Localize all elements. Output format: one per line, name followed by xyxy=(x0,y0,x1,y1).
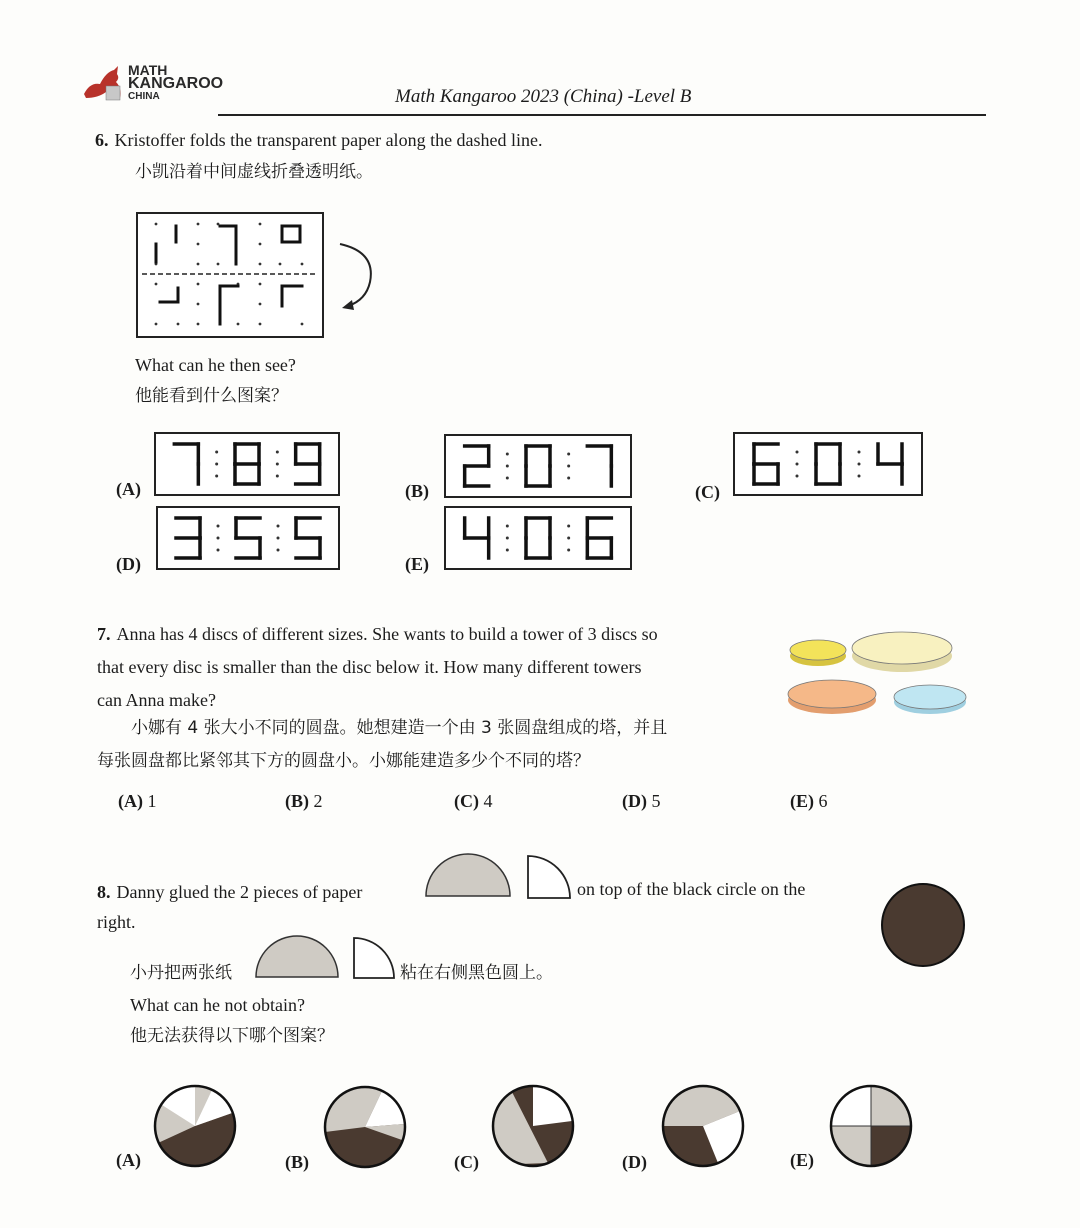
separator-dot xyxy=(506,537,509,540)
separator-dot xyxy=(277,549,280,552)
q8-ask-en: What can he not obtain? xyxy=(130,995,305,1015)
digital-display xyxy=(446,508,630,568)
q8-text-b: on top of the black circle on the xyxy=(577,879,806,899)
separator-dot xyxy=(506,549,509,552)
separator-dot xyxy=(858,451,861,454)
disc-blue-small xyxy=(894,685,966,714)
separator-dot xyxy=(506,453,509,456)
separator-dot xyxy=(276,463,279,466)
q8-cn-a: 小丹把两张纸 xyxy=(130,963,232,983)
separator-dot xyxy=(567,465,570,468)
separator-dot xyxy=(217,537,220,540)
semicircle-piece-small xyxy=(254,934,340,980)
q8-option-a-circle[interactable] xyxy=(152,1083,238,1169)
black-circle xyxy=(880,882,966,968)
q8-option-c-circle[interactable] xyxy=(490,1083,576,1169)
logo-text: MATH KANGAROO CHINA xyxy=(128,62,224,102)
separator-dot xyxy=(276,475,279,478)
quarter-circle-piece xyxy=(526,852,574,900)
kangaroo-icon xyxy=(80,64,126,106)
digital-display xyxy=(158,508,338,568)
q7-text-en: 7. Anna has 4 discs of different sizes. She wants to build a tower of 3 discs so that every disc is smaller than the disc below it. How many different towers can Anna make? xyxy=(97,624,658,710)
separator-dot xyxy=(796,475,799,478)
q8-option-b-circle[interactable] xyxy=(322,1084,408,1170)
q6-text-cn: 小凯沿着中间虚线折叠透明纸。 xyxy=(135,162,373,182)
separator-dot xyxy=(567,537,570,540)
digital-display xyxy=(735,434,921,494)
q8-text-c: right. xyxy=(97,912,136,932)
separator-dot xyxy=(277,537,280,540)
q7-option-e[interactable]: (E) 6 xyxy=(790,791,828,811)
q6-option-d-label[interactable]: (D) xyxy=(116,554,141,574)
separator-dot xyxy=(217,549,220,552)
q8-cn-b: 粘在右侧黑色圆上。 xyxy=(400,963,553,983)
disc-orange-medium xyxy=(788,680,876,714)
discs-figure xyxy=(786,622,972,722)
transparent-paper xyxy=(136,212,324,338)
q8-option-b-label[interactable]: (B) xyxy=(285,1152,309,1172)
paper-figure xyxy=(138,214,322,336)
separator-dot xyxy=(796,463,799,466)
separator-dot xyxy=(567,477,570,480)
q6-option-a-label[interactable]: (A) xyxy=(116,479,141,499)
digital-display xyxy=(446,436,630,496)
q7-option-b[interactable]: (B) 2 xyxy=(285,791,323,811)
fold-arrow-icon xyxy=(336,238,380,320)
q6-option-a-display[interactable] xyxy=(154,432,340,496)
semicircle-piece xyxy=(424,852,512,900)
disc-yellow-small xyxy=(790,640,846,666)
q7-option-d[interactable]: (D) 5 xyxy=(622,791,661,811)
q7-option-a[interactable]: (A) 1 xyxy=(118,791,157,811)
q8-option-e-label[interactable]: (E) xyxy=(790,1150,814,1170)
header-divider xyxy=(218,114,986,116)
separator-dot xyxy=(277,525,280,528)
quarter-circle-piece-small xyxy=(352,934,400,980)
separator-dot xyxy=(215,475,218,478)
q8-text-a: 8. Danny glued the 2 pieces of paper xyxy=(97,882,363,902)
separator-dot xyxy=(215,451,218,454)
disc-cream-large xyxy=(852,632,952,672)
q6-option-e-display[interactable] xyxy=(444,506,632,570)
q8-option-c-label[interactable]: (C) xyxy=(454,1152,479,1172)
separator-dot xyxy=(567,525,570,528)
q6-text-en: 6. Kristoffer folds the transparent paper along the dashed line. xyxy=(95,130,543,150)
separator-dot xyxy=(858,475,861,478)
separator-dot xyxy=(217,525,220,528)
q6-option-b-display[interactable] xyxy=(444,434,632,498)
q6-option-e-label[interactable]: (E) xyxy=(405,554,429,574)
separator-dot xyxy=(506,465,509,468)
separator-dot xyxy=(796,451,799,454)
separator-dot xyxy=(215,463,218,466)
q6-option-d-display[interactable] xyxy=(156,506,340,570)
q8-option-a-label[interactable]: (A) xyxy=(116,1150,141,1170)
q7-option-c[interactable]: (C) 4 xyxy=(454,791,493,811)
math-kangaroo-logo xyxy=(80,62,224,112)
separator-dot xyxy=(567,453,570,456)
separator-dot xyxy=(276,451,279,454)
q8-option-d-circle[interactable] xyxy=(660,1083,746,1169)
separator-dot xyxy=(506,525,509,528)
separator-dot xyxy=(567,549,570,552)
page-title: Math Kangaroo 2023 (China) -Level B xyxy=(395,86,692,107)
q6-option-b-label[interactable]: (B) xyxy=(405,481,429,501)
digital-display xyxy=(156,434,338,494)
separator-dot xyxy=(858,463,861,466)
q7-text-cn: 小娜有 4 张大小不同的圆盘。她想建造一个由 3 张圆盘组成的塔，并且 每张圆盘都比紧邻其下方的圆盘小。小娜能建造多少个不同的塔？ xyxy=(97,718,668,771)
q6-option-c-display[interactable] xyxy=(733,432,923,496)
q6-ask-en: What can he then see? xyxy=(135,355,296,375)
q8-ask-cn: 他无法获得以下哪个图案？ xyxy=(130,1026,334,1046)
q8-option-e-circle[interactable] xyxy=(828,1083,914,1169)
q6-option-c-label[interactable]: (C) xyxy=(695,482,720,502)
q6-ask-cn: 他能看到什么图案？ xyxy=(135,386,288,406)
q8-option-d-label[interactable]: (D) xyxy=(622,1152,647,1172)
separator-dot xyxy=(506,477,509,480)
